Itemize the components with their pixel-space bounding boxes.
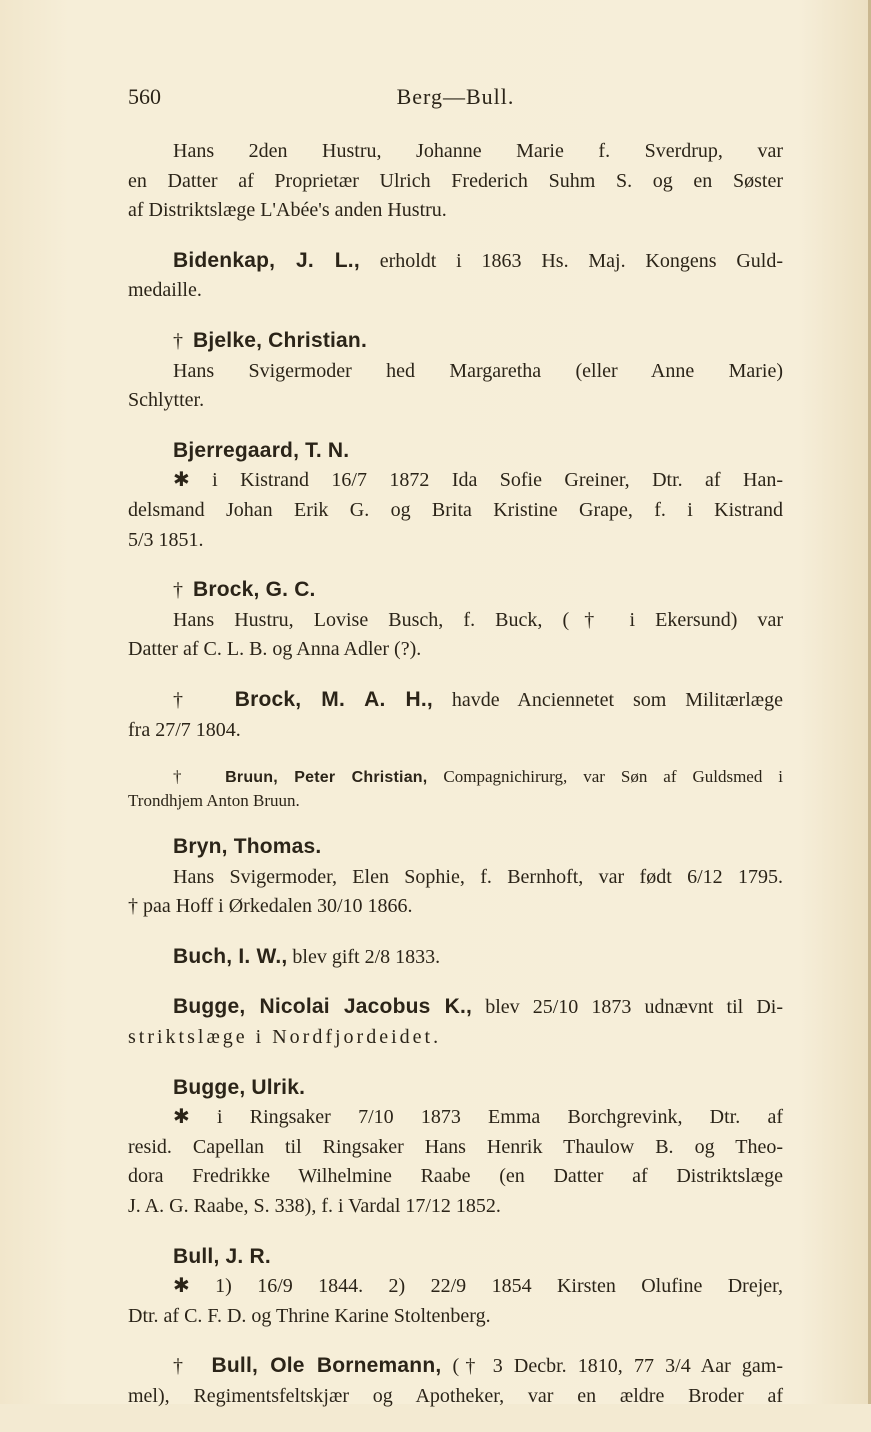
entry-heading: Buch, I. W., xyxy=(173,944,288,968)
entry-heading: Brock, M. A. H., xyxy=(234,687,433,711)
entry-heading: Bjelke, Christian. xyxy=(193,328,367,352)
entry-first-line xyxy=(128,942,783,973)
entry-brock-mah xyxy=(128,685,783,745)
text-line: Hans Svigermoder, Elen Sophie, f. Bernhoft, var født 6/12 1795. xyxy=(173,865,783,888)
entry-bjerregaard xyxy=(128,436,783,555)
entry-bull-jr xyxy=(128,1242,783,1332)
page-header xyxy=(128,84,783,114)
text-line: mel), Regimentsfeltskjær og Apotheker, var en ældre Broder af xyxy=(128,1385,783,1407)
entry-text: († 3 Decbr. 1810, 77 3/4 Aar gam- xyxy=(441,1355,784,1378)
text-line: ✱ i Kistrand 16/7 1872 Ida Sofie Greiner, Dtr. af Han- xyxy=(173,469,783,492)
entry-buch xyxy=(128,942,783,973)
entry-heading: Brock, G. C. xyxy=(193,578,316,602)
page-content xyxy=(128,137,783,1432)
entry-first-line xyxy=(128,1351,783,1382)
entry-bull-ole xyxy=(128,1351,783,1411)
entry-text: blev gift 2/8 1833. xyxy=(287,945,441,968)
entry-bidenkap xyxy=(128,246,783,306)
text-line: striktslæge i Nordfjordeidet. xyxy=(128,1026,442,1049)
text-line: J. A. G. Raabe, S. 338), f. i Vardal 17/12 1852. xyxy=(128,1195,501,1218)
text-line: Hans 2den Hustru, Johanne Marie f. Sverdrup, var xyxy=(173,140,783,162)
text-line: dora Fredrikke Wilhelmine Raabe (en Datter af Distriktslæge xyxy=(128,1165,783,1188)
entry-first-line xyxy=(128,765,783,789)
entry-heading: Bugge, Ulrik. xyxy=(173,1075,306,1099)
entry-brock-gc xyxy=(128,575,783,665)
entry-first-line xyxy=(128,832,783,863)
entry-text: havde Anciennetet som Militærlæge xyxy=(432,688,783,711)
text-line: en Datter af Proprietær Ulrich Frederich Suhm S. og en Søster xyxy=(128,169,783,192)
entry-bugge-ulrik xyxy=(128,1073,783,1222)
entry-heading: Bull, Ole Bornemann, xyxy=(211,1354,442,1378)
entry-text: Compagnichirurg, var Søn af Guldsmed i xyxy=(427,767,784,787)
text-line: Hans Svigermoder hed Margaretha (eller Anne Marie) xyxy=(173,359,783,382)
running-head: Berg—Bull. xyxy=(396,84,515,109)
entry-first-line xyxy=(128,1242,783,1273)
entry-continuation xyxy=(128,137,783,226)
entry-first-line xyxy=(128,685,783,716)
text-line: Datter af C. L. B. og Anna Adler (?). xyxy=(128,638,422,661)
text-line: af Distriktslæge L'Abée's anden Hustru. xyxy=(128,199,447,222)
entry-first-line xyxy=(128,575,783,606)
entry-text: erholdt i 1863 Hs. Maj. Kongens Guld- xyxy=(359,249,784,272)
entry-heading: Bull, J. R. xyxy=(173,1244,271,1268)
entry-bugge-nicolai xyxy=(128,992,783,1052)
entry-bryn xyxy=(128,832,783,922)
entry-heading: Bidenkap, J. L., xyxy=(173,248,360,272)
text-line: ✱ 1) 16/9 1844. 2) 22/9 1854 Kirsten Olufine Drejer, xyxy=(173,1275,783,1298)
dagger-mark: † xyxy=(173,1355,190,1378)
dagger-mark: † xyxy=(173,688,197,711)
dagger-mark: † xyxy=(173,329,183,352)
dagger-mark: † xyxy=(173,579,183,602)
entry-heading: Bruun, Peter Christian, xyxy=(225,769,428,787)
text-line: 5/3 1851. xyxy=(128,528,204,551)
page-number: 560 xyxy=(128,84,161,109)
entry-heading: Bryn, Thomas. xyxy=(173,835,322,859)
text-line: Hans Hustru, Lovise Busch, f. Buck, († i Ekersund) var xyxy=(173,608,783,631)
text-line: ✱ i Ringsaker 7/10 1873 Emma Borchgrevink, Dtr. af xyxy=(173,1106,783,1129)
text-line: Dtr. af C. F. D. og Thrine Karine Stoltenberg. xyxy=(128,1304,491,1327)
entry-bjelke xyxy=(128,326,783,416)
entry-first-line xyxy=(128,246,783,277)
text-line: Schlytter. xyxy=(128,389,205,412)
entry-first-line xyxy=(128,992,783,1023)
entry-first-line xyxy=(128,1073,783,1104)
text-line: medaille. xyxy=(128,279,202,302)
text-line: resid. Capellan til Ringsaker Hans Henrik Thaulow B. og Theo- xyxy=(128,1135,783,1158)
text-line: Trondhjem Anton Bruun. xyxy=(128,791,300,811)
entry-text: blev 25/10 1873 udnævnt til Di- xyxy=(472,996,783,1019)
entry-first-line xyxy=(128,326,783,357)
text-line: † paa Hoff i Ørkedalen 30/10 1866. xyxy=(128,895,413,918)
text-line: delsmand Johan Erik G. og Brita Kristine Grape, f. i Kistrand xyxy=(128,498,783,521)
text-line: fra 27/7 1804. xyxy=(128,718,241,741)
dagger-mark: † xyxy=(173,767,194,787)
entry-bruun xyxy=(128,765,783,812)
entry-heading: Bjerregaard, T. N. xyxy=(173,438,350,462)
entry-heading: Bugge, Nicolai Jacobus K., xyxy=(173,995,473,1019)
entry-first-line xyxy=(128,436,783,467)
